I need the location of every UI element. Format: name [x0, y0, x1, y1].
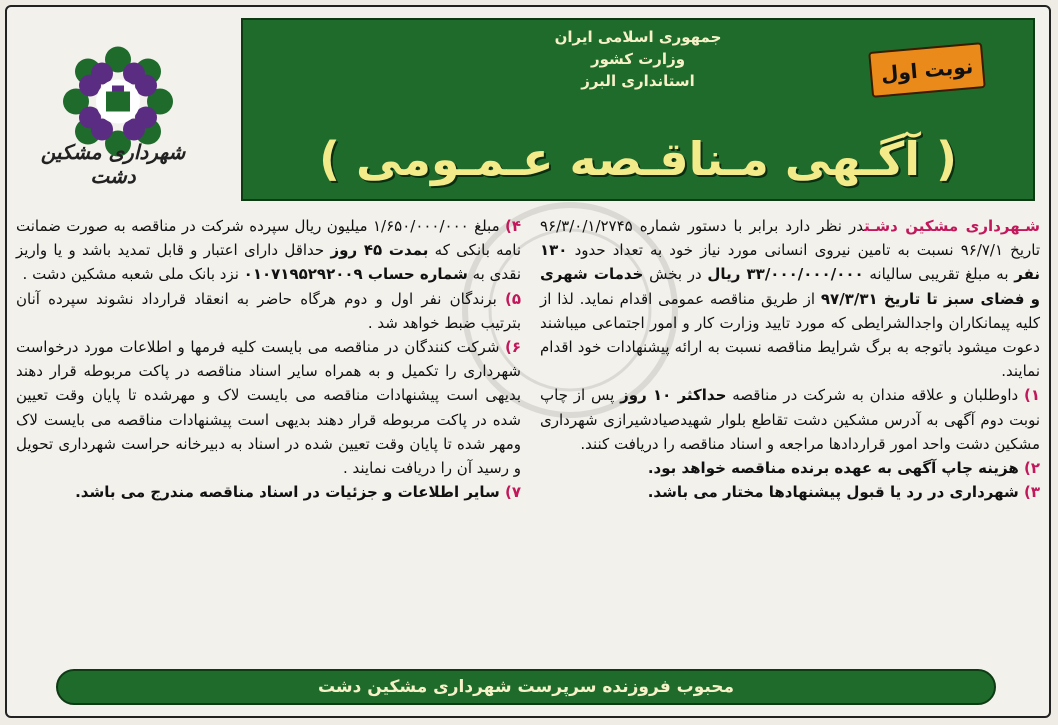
title-band — [273, 122, 1003, 196]
item-1-bold: حداکثر ۱۰ روز — [620, 386, 727, 405]
intro-count: ۱۳۰ نفر — [540, 241, 1040, 284]
intro-text: در نظر دارد برابر با دستور شماره ۹۶/۳/۰/۱/۲۷۴۵ تاریخ ۹۶/۷/۱ نسبت به تامین نیروی انسانی مورد نیاز خود به تعداد حدود — [540, 217, 1040, 260]
item-6 — [16, 335, 521, 480]
right-column — [540, 214, 1040, 504]
item-2-text: هزینه چاپ آگهی به عهده برنده مناقصه خواهد بود. — [647, 459, 1024, 478]
item-4-text-2: حداقل دارای اعتبار و قابل تمدید باشد و یا واریز نقدی به — [16, 241, 521, 284]
item-5-number: ۵) — [504, 289, 521, 308]
left-column — [16, 214, 521, 504]
item-1 — [540, 383, 1040, 456]
item-3 — [540, 480, 1040, 504]
item-1-text-2: پس از چاپ نوبت دوم آگهی به آدرس مشکین دشت تقاطع بلوار شهیدصیادشیرازی شهرداری مشکین دشت واحد امور قراردادها مراجعه و اسناد مناقصه را دریافت کنند. — [540, 386, 1040, 453]
gov-line-1: جمهوری اسلامی ایران — [554, 28, 722, 46]
item-3-text: شهرداری در رد یا قبول پیشنهادها مختار می باشد. — [647, 483, 1024, 502]
item-7 — [16, 480, 521, 504]
item-4-text-3: نزد بانک ملی شعبه مشکین دشت . — [22, 265, 244, 284]
item-7-number: ۷) — [504, 483, 521, 502]
intro-text-3: در بخش — [643, 265, 708, 284]
intro-org: شـهرداری مشکین دشـت — [864, 217, 1041, 235]
item-3-number: ۳) — [1023, 483, 1040, 502]
item-2-number: ۲) — [1023, 459, 1040, 478]
gov-line-2: وزارت کشور — [590, 50, 686, 68]
item-5-text: برندگان نفر اول و دوم هرگاه حاضر به انعقاد قرارداد نشوند سپرده آنان بترتیب ضبط خواهد شد . — [16, 289, 521, 332]
footer-signature: محبوب فروزنده سرپرست شهرداری مشکین دشت — [56, 669, 996, 705]
item-4 — [16, 214, 521, 287]
item-7-text: سایر اطلاعات و جزئیات در اسناد مناقصه مندرج می باشد. — [75, 483, 505, 502]
item-1-number: ۱) — [1023, 386, 1040, 405]
item-1-text: داوطلبان و علاقه مندان به شرکت در مناقصه — [726, 386, 1024, 405]
item-4-number: ۴) — [505, 217, 522, 235]
notice-header — [241, 18, 1035, 201]
item-4-bold: بمدت ۴۵ روز — [330, 241, 429, 260]
item-5 — [16, 287, 521, 335]
page-title: ( آگـهی مـناقـصه عـمـومی ) — [318, 132, 958, 186]
intro-text-2: به مبلغ تقریبی سالیانه — [863, 265, 1015, 284]
round-badge: نوبت اول — [868, 42, 986, 98]
item-2 — [540, 456, 1040, 480]
intro-text-4: از طریق مناقصه عمومی اقدام نماید. لذا از کلیه پیمانکاران واجدالشرایطی که مورد تایید وزارت کار و امور اجتماعی میباشند دعوت میشود باتوجه به برگ شرایط مناقصه نسبت به ارائه پیشنهادات خود اقدام نمایند. — [540, 289, 1040, 381]
item-6-text: شرکت کنندگان در مناقصه می بایست کلیه فرمها و اطلاعات مورد درخواست شهرداری را تکمیل و به همراه سایر اسناد مناقصه در پاکت مربوطه قرار دهند بدیهی است پیشنهادات مناقصه می بایست لاک و مهرشده تا پایان وقت تعیین شده در پاکت مربوطه قرار دهند بدیهی است پیشنهادات مناقصه می بایست لاک ومهر شده تا پایان وقت تعیین شده در اسناد به دبیرخانه حراست شهرداری تحویل و رسید آن را دریافت نمایند . — [16, 338, 521, 478]
item-4-text: مبلغ ۱/۶۵۰/۰۰۰/۰۰۰ میلیون ریال سپرده شرکت در مناقصه به صورت ضمانت نامه بانکی که — [16, 217, 521, 260]
intro-amount: ۳۳/۰۰۰/۰۰۰/۰۰۰ ریال — [707, 265, 864, 284]
intro-service: خدمات شهری و فضای سبز تا تاریخ ۹۷/۳/۳۱ — [540, 265, 1041, 308]
intro-paragraph — [540, 214, 1040, 383]
item-6-number: ۶) — [504, 338, 521, 357]
gov-line-3: استانداری البرز — [581, 72, 695, 90]
municipality-name: شهرداری مشکین دشت — [40, 140, 186, 188]
item-4-account: شماره حساب ۰۱۰۷۱۹۵۲۹۲۰۰۹ — [243, 265, 468, 284]
